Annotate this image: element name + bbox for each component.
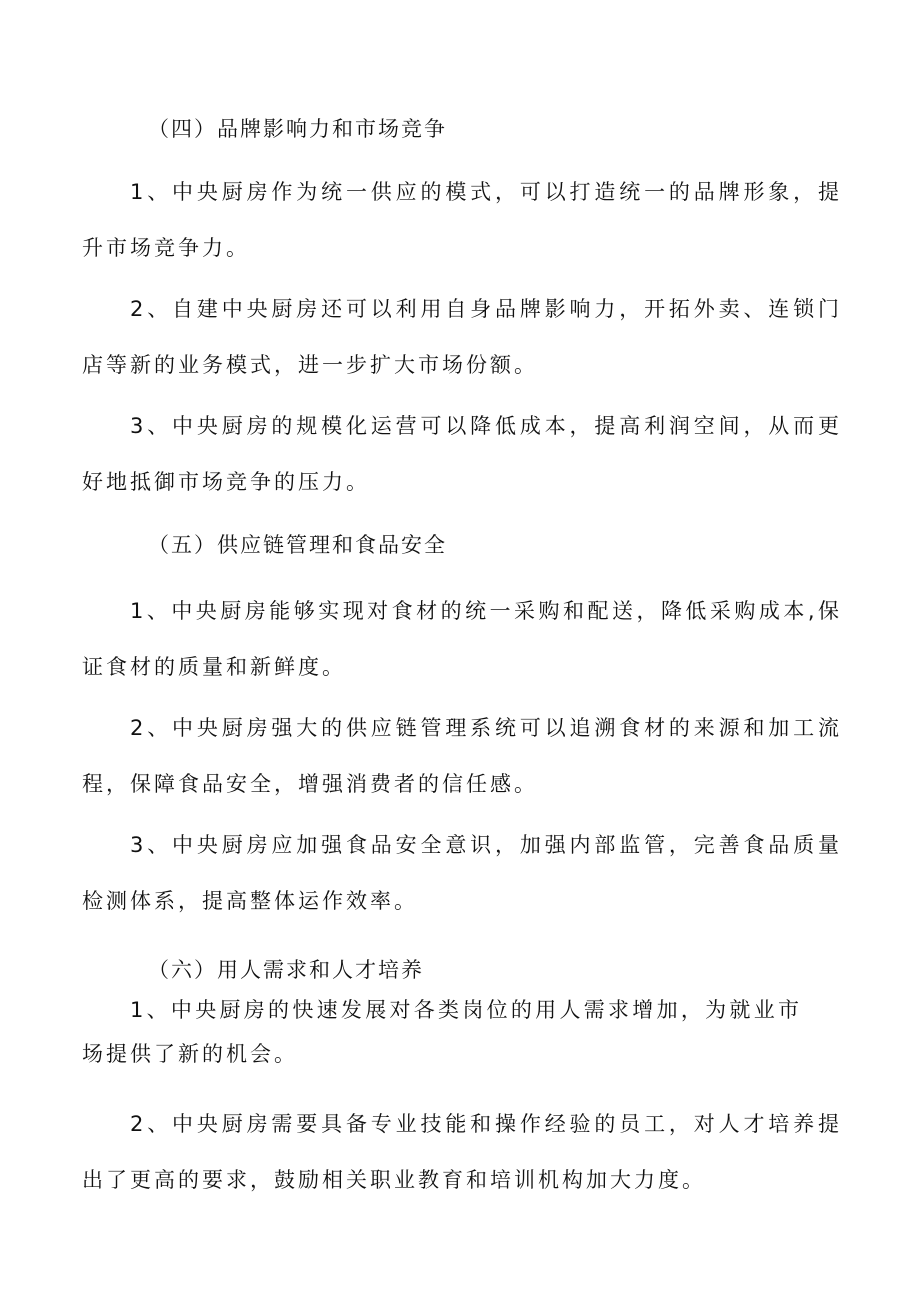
section-4-paragraph-2: 2、自建中央厨房还可以利用自身品牌影响力，开拓外卖、连锁门店等新的业务模式，进一步扩大市场份额。 [82, 297, 842, 377]
section-5-paragraph-1: 1、中央厨房能够实现对食材的统一采购和配送，降低采购成本,保证食材的质量和新鲜度。 [82, 599, 842, 679]
section-6-paragraph-1: 1、中央厨房的快速发展对各类岗位的用人需求增加，为就业市场提供了新的机会。 [82, 998, 802, 1066]
section-heading-4: （四）品牌影响力和市场竞争 [148, 117, 447, 141]
section-4-paragraph-3: 3、中央厨房的规模化运营可以降低成本，提高利润空间，从而更好地抵御市场竞争的压力。 [82, 414, 842, 494]
section-heading-6: （六）用人需求和人才培养 [148, 958, 424, 982]
section-4-paragraph-1: 1、中央厨房作为统一供应的模式，可以打造统一的品牌形象，提升市场竞争力。 [82, 180, 842, 260]
section-heading-5: （五）供应链管理和食品安全 [148, 533, 447, 557]
section-5-paragraph-3: 3、中央厨房应加强食品安全意识，加强内部监管，完善食品质量检测体系，提高整体运作效率。 [82, 833, 842, 913]
section-5-paragraph-2: 2、中央厨房强大的供应链管理系统可以追溯食材的来源和加工流程，保障食品安全，增强消费者的信任感。 [82, 716, 842, 796]
section-6-paragraph-2: 2、中央厨房需要具备专业技能和操作经验的员工，对人才培养提出了更高的要求，鼓励相关职业教育和培训机构加大力度。 [82, 1112, 842, 1192]
